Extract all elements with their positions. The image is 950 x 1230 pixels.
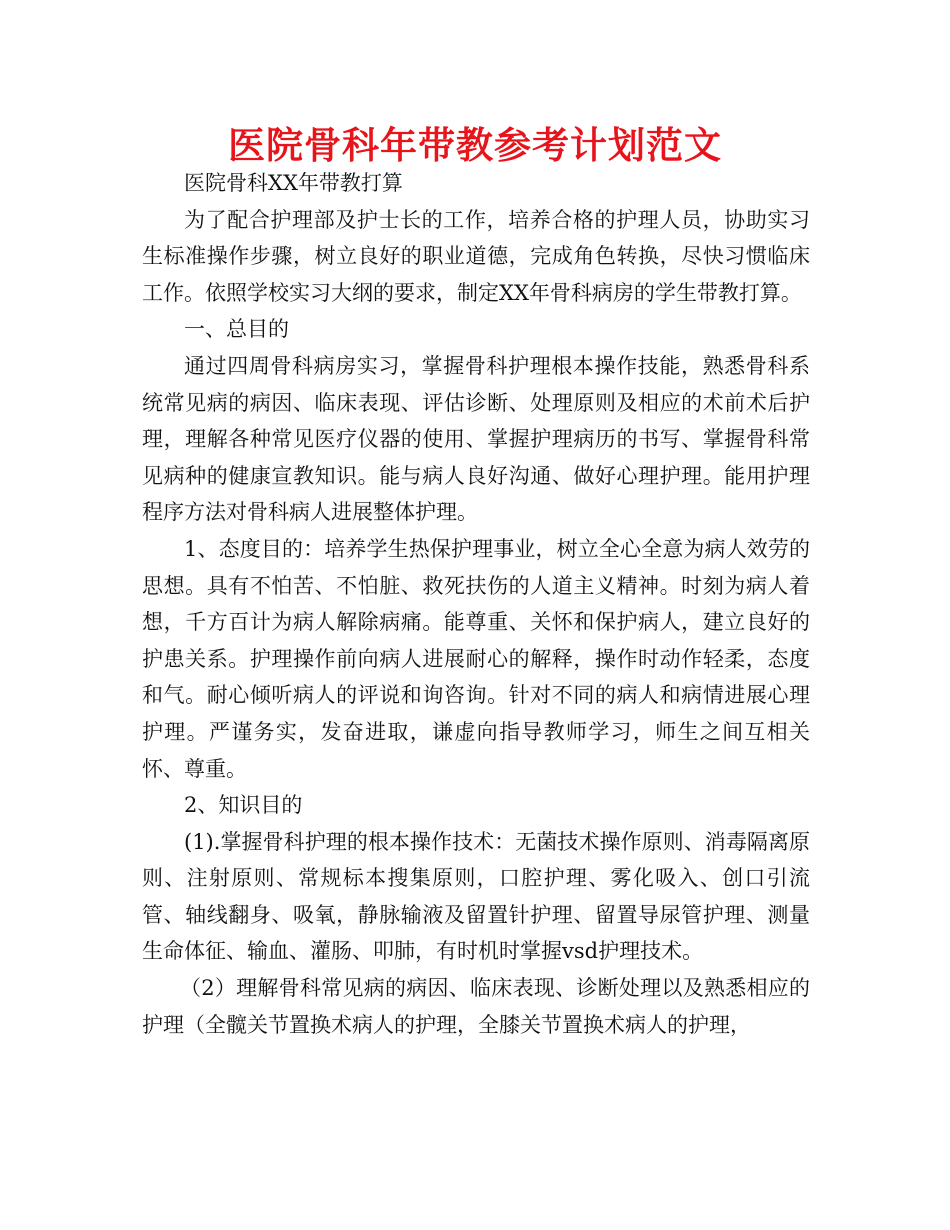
attitude-goal-paragraph: 1、态度目的：培养学生热保护理事业，树立全心全意为病人效劳的思想。具有不怕苦、不怕脏、救死扶伤的人道主义精神。时刻为病人着想，千方百计为病人解除病痛。能尊重、关怀和保护病人，建立良好的护患关系。护理操作前向病人进展耐心的解释，操作时动作轻柔，态度和气。耐心倾听病人的评说和询咨询。针对不同的病人和病情进展心理护理。严谨务实，发奋进取，谦虚向指导教师学习，师生之间互相关怀、尊重。 — [142, 536, 810, 781]
section-heading-knowledge-goal: 2、知识目的 — [184, 793, 303, 818]
section-heading-general-goal: 一、总目的 — [184, 317, 289, 342]
intro-paragraph: 为了配合护理部及护士长的工作，培养合格的护理人员，协助实习生标准操作步骤，树立良好的职业道德，完成角色转换，尽快习惯临床工作。依照学校实习大纲的要求，制定XX年骨科病房的学生带教打算。 — [142, 207, 810, 305]
knowledge-item-1: (1).掌握骨科护理的根本操作技术：无菌技术操作原则、消毒隔离原则、注射原则、常规标本搜集原则，口腔护理、雾化吸入、创口引流管、轴线翻身、吸氧，静脉输液及留置针护理、留置导尿管护理、测量生命体征、输血、灌肠、叩肺，有时机时掌握vsd护理技术。 — [142, 829, 810, 964]
document-body — [142, 165, 810, 1043]
knowledge-item-2: （2）理解骨科常见病的病因、临床表现、诊断处理以及熟悉相应的护理（全髋关节置换术病人的护理，全膝关节置换术病人的护理， — [142, 976, 810, 1037]
document-title: 医院骨科年带教参考计划范文 — [228, 124, 722, 167]
general-goal-paragraph: 通过四周骨科病房实习，掌握骨科护理根本操作技能，熟悉骨科系统常见病的病因、临床表现、评估诊断、处理原则及相应的术前术后护理，理解各种常见医疗仪器的使用、掌握护理病历的书写、掌握骨科常见病种的健康宣教知识。能与病人良好沟通、做好心理护理。能用护理程序方法对骨科病人进展整体护理。 — [142, 353, 810, 525]
document-subtitle: 医院骨科XX年带教打算 — [184, 171, 403, 195]
